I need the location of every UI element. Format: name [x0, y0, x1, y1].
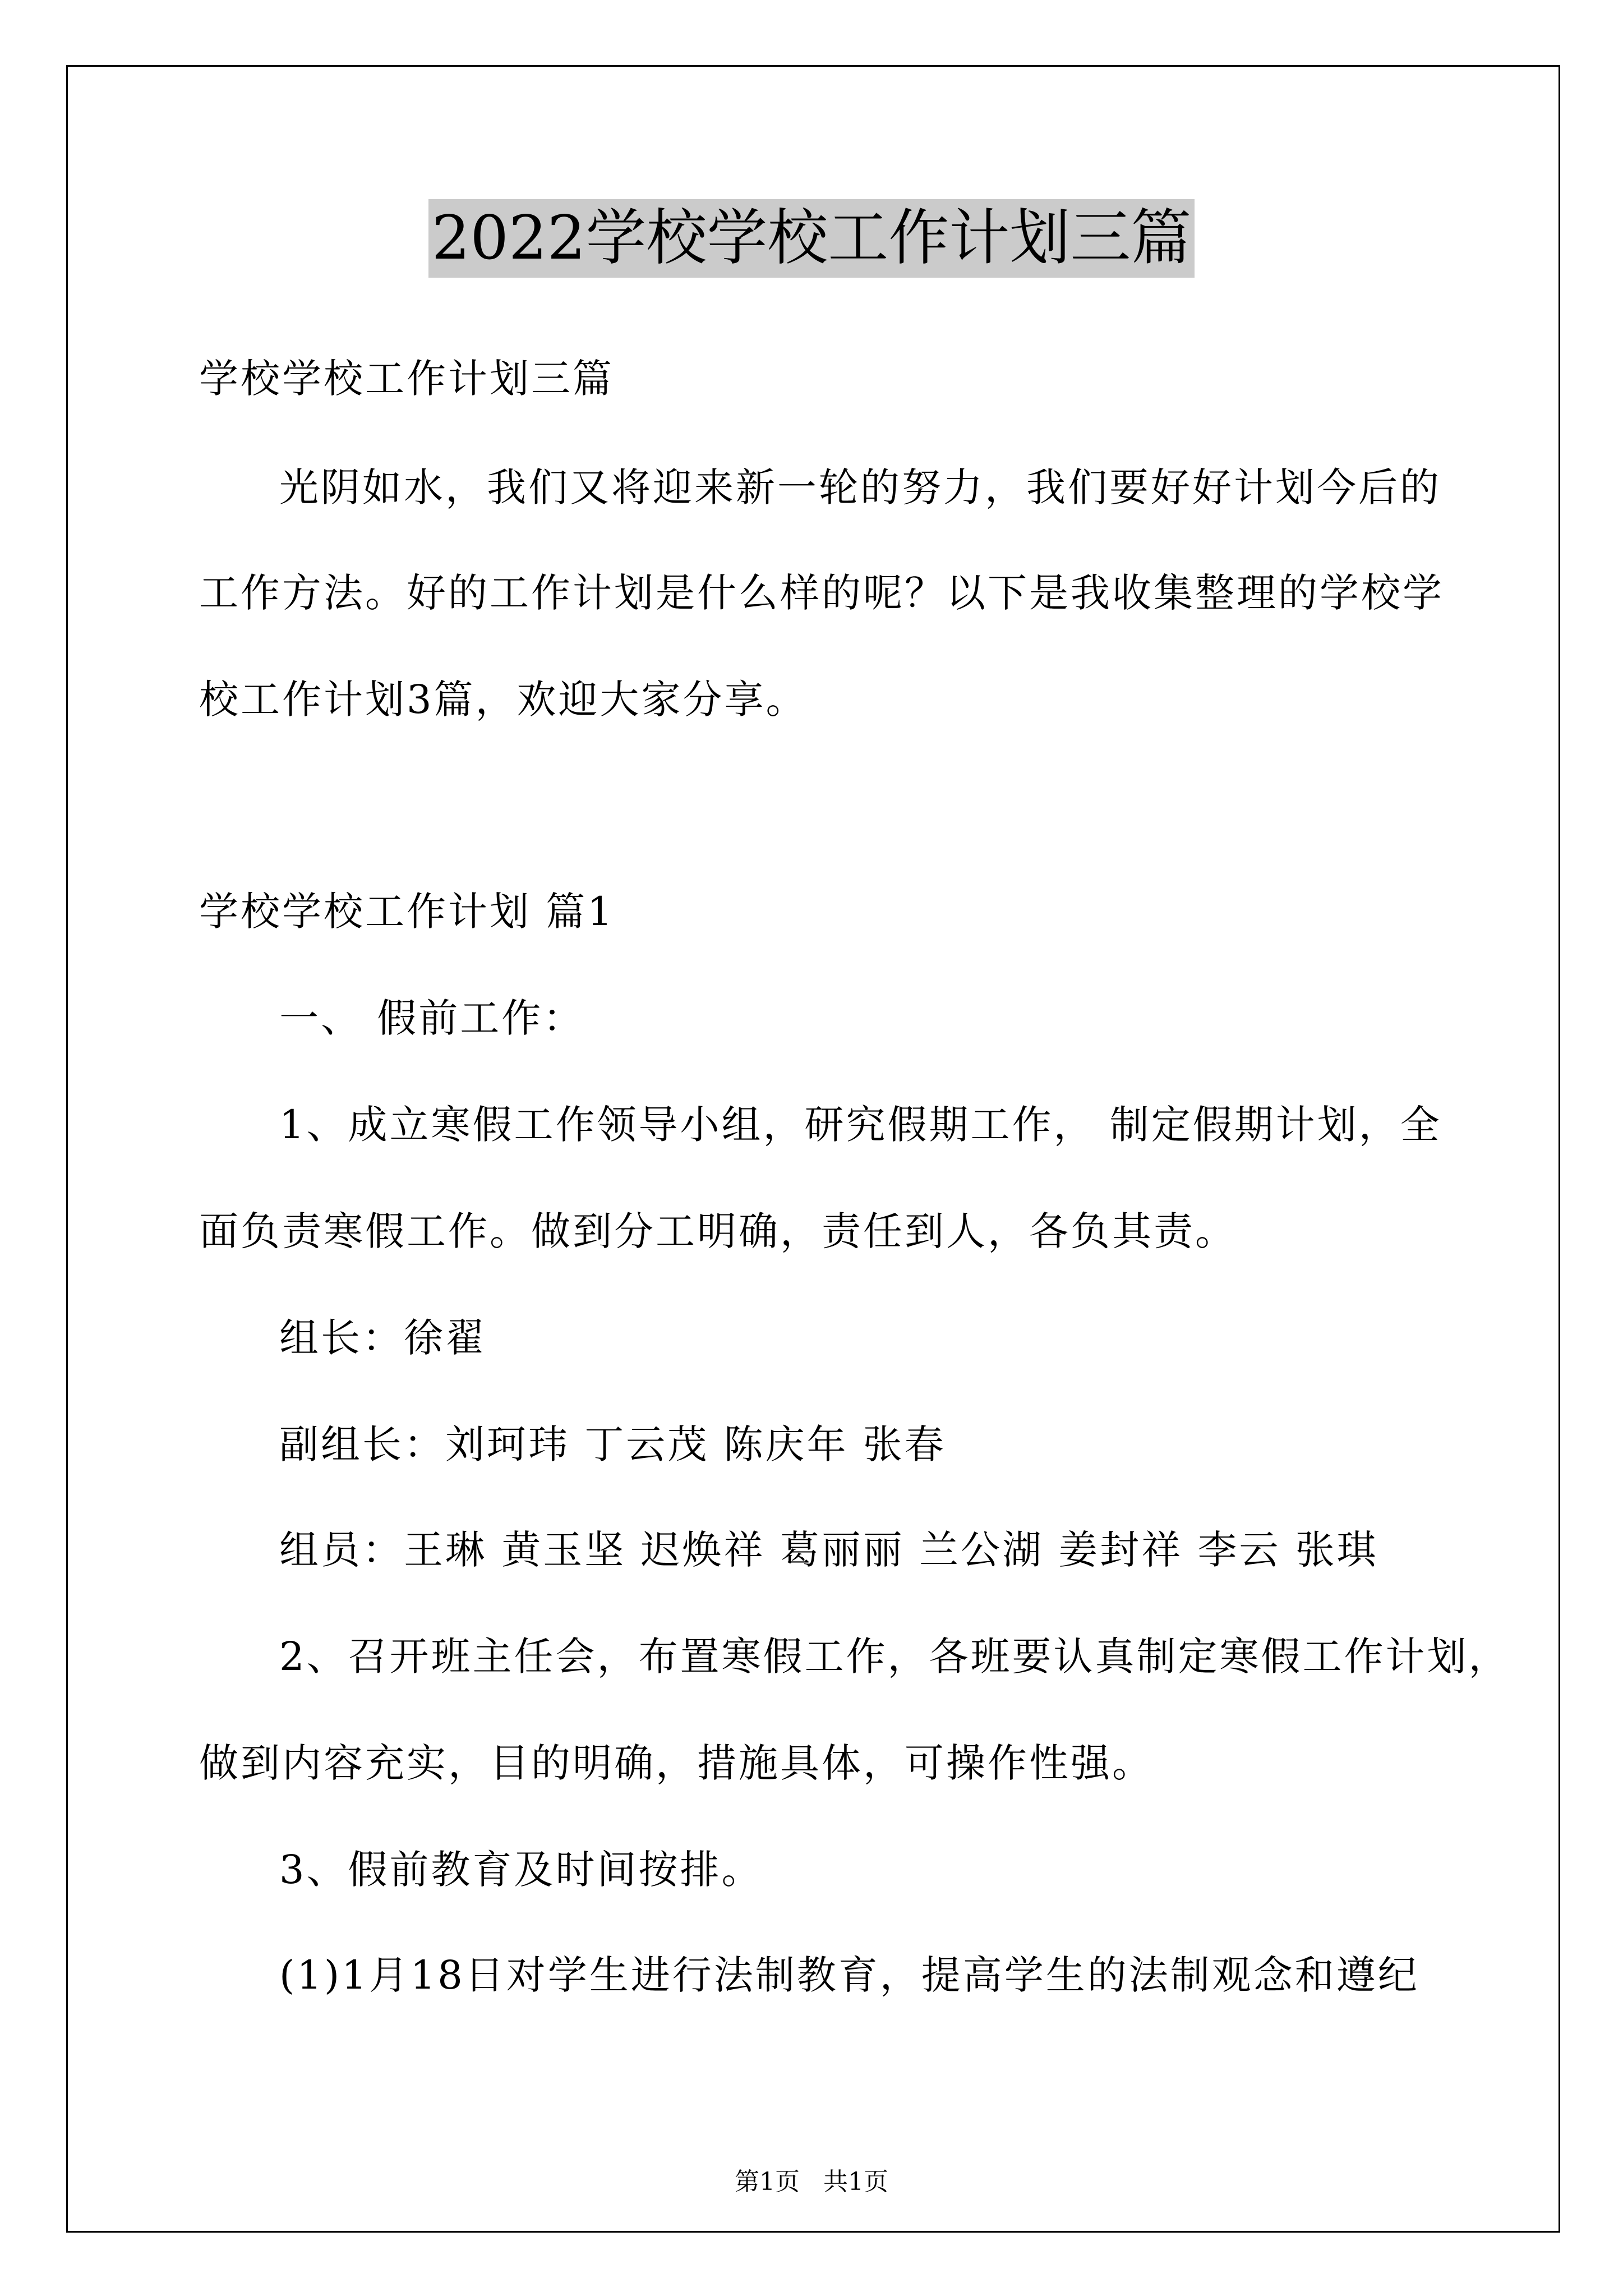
- subtitle-line: 学校学校工作计划三篇: [199, 356, 614, 402]
- title-container: [0, 199, 1623, 278]
- document-title: 2022学校学校工作计划三篇: [428, 199, 1195, 278]
- paragraph-line: 3、假前教育及时间按排。: [279, 1847, 763, 1893]
- paragraph-line: (1)1月18日对学生进行法制教育，提高学生的法制观念和遵纪: [279, 1952, 1419, 1998]
- paragraph-line: 组长：徐翟: [279, 1315, 487, 1361]
- paragraph-line: 光阴如水，我们又将迎来新一轮的努力，我们要好好计划今后的: [279, 464, 1441, 510]
- paragraph-line: 校工作计划3篇，欢迎大家分享。: [199, 677, 808, 723]
- section-heading: 学校学校工作计划 篇1: [199, 889, 615, 935]
- paragraph-line: 做到内容充实，目的明确，措施具体，可操作性强。: [199, 1740, 1154, 1786]
- page-footer: 第1页 共1页: [735, 2168, 888, 2196]
- paragraph-line: 组员：王琳 黄玉坚 迟焕祥 葛丽丽 兰公湖 姜封祥 李云 张琪: [279, 1527, 1378, 1573]
- paragraph-line: 2、召开班主任会，布置寒假工作，各班要认真制定寒假工作计划，: [279, 1634, 1510, 1680]
- paragraph-line: 1、成立寒假工作领导小组，研究假期工作， 制定假期计划，全: [279, 1102, 1442, 1148]
- paragraph-line: 一、 假前工作：: [279, 995, 585, 1041]
- paragraph-line: 副组长：刘珂玮 丁云茂 陈庆年 张春: [279, 1421, 946, 1467]
- paragraph-line: 工作方法。好的工作计划是什么样的呢？以下是我收集整理的学校学: [199, 570, 1444, 616]
- paragraph-line: 面负责寒假工作。做到分工明确，责任到人，各负其责。: [199, 1208, 1237, 1254]
